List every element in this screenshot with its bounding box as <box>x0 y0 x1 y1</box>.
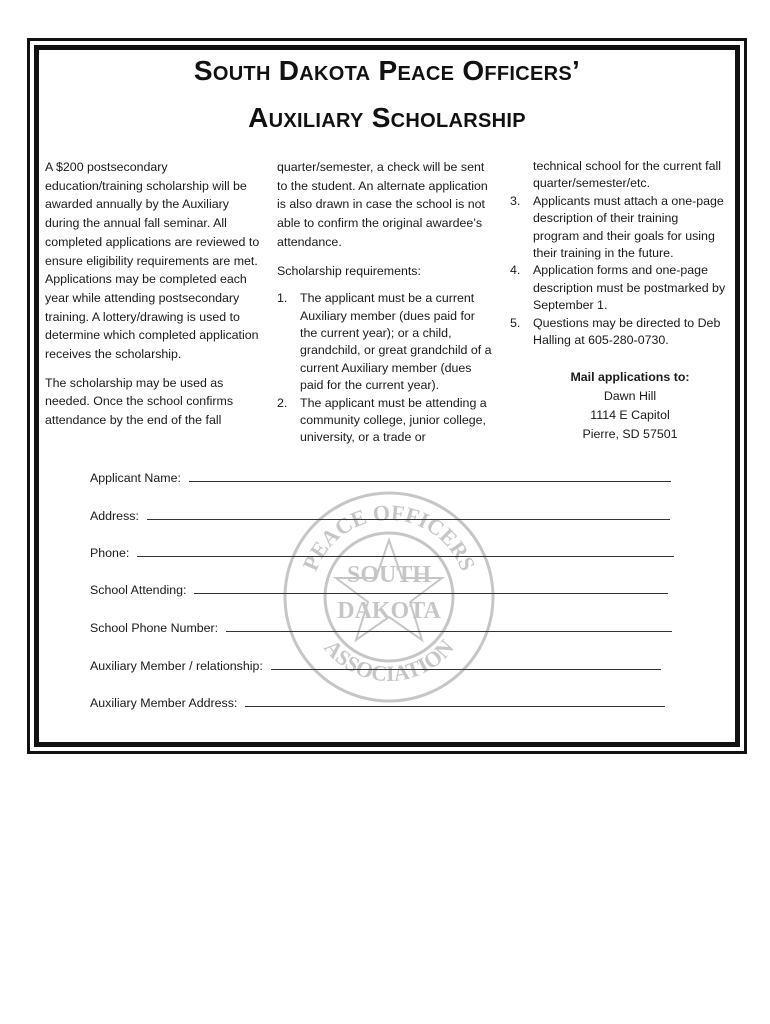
requirements-column-continued <box>505 158 727 349</box>
title-line-1: South Dakota Peace Officers’ <box>193 55 581 86</box>
requirement-item <box>277 290 492 394</box>
school-attending-row <box>90 581 668 598</box>
intro-paragraph-2: The scholarship may be used as needed. Once the school confirms attendance by the end of the fall <box>45 375 234 428</box>
member-relationship-label: Auxiliary Member / relationship: <box>90 659 263 673</box>
requirement-text: Applicants must attach a one-page description of their training program and their goals for using their training in the future. <box>533 193 724 261</box>
mailing-address-block <box>530 368 730 444</box>
applicant-name-row <box>90 469 671 486</box>
intro-paragraph-2-continued: quarter/semester, a check will be sent to the student. An alternate application is also drawn in case the school is not able to confirm the original awardee’s attendance. <box>277 160 488 249</box>
school-phone-row <box>90 619 672 636</box>
school-attending-field[interactable] <box>194 581 668 594</box>
member-address-row <box>90 694 665 711</box>
title-line-2: Auxiliary Scholarship <box>248 102 526 133</box>
mail-city: Pierre, SD 57501 <box>582 427 678 441</box>
applicant-name-label: Applicant Name: <box>90 471 181 485</box>
phone-field[interactable] <box>137 544 674 557</box>
phone-label: Phone: <box>90 546 130 560</box>
mail-heading: Mail applications to: <box>570 370 690 384</box>
requirement-2-continued: technical school for the current fall quarter/semester/etc. <box>533 159 722 191</box>
seal-center-line-2: DAKOTA <box>337 598 441 624</box>
requirement-text: Questions may be directed to Deb Halling at 605-280-0730. <box>533 315 721 348</box>
member-address-field[interactable] <box>245 694 665 707</box>
address-label: Address: <box>90 509 139 523</box>
intro-paragraph-1: A $200 postsecondary education/training scholarship will be awarded annually by the Auxiliary during the annual fall seminar. All completed applications are reviewed to ensure eligibility requirements are met. Applications may be completed each year while attending postsecondary training. A lottery/drawing is used to determine which completed application receives the scholarship. <box>45 160 260 362</box>
requirement-number: 2. <box>277 395 288 410</box>
school-attending-label: School Attending: <box>90 583 187 597</box>
phone-row <box>90 544 674 561</box>
requirement-item <box>505 315 727 350</box>
address-row <box>90 507 670 524</box>
requirement-text: The applicant must be attending a community college, junior college, university, or a trade or <box>300 395 487 445</box>
seal-bottom-text: ASSOCIATION <box>319 634 459 687</box>
requirement-text: The applicant must be a current Auxiliary member (dues paid for the current year); or a child, grandchild, or great grandchild of a current Auxiliary member (dues paid for the current year). <box>300 291 492 393</box>
requirement-number: 3. <box>510 193 521 208</box>
requirement-number: 1. <box>277 291 288 306</box>
requirements-label: Scholarship requirements: <box>277 263 421 278</box>
mail-recipient-name: Dawn Hill <box>603 389 657 403</box>
address-field[interactable] <box>147 507 670 520</box>
requirement-item <box>505 262 727 314</box>
requirements-list-continued <box>505 193 727 350</box>
requirement-text: Application forms and one-page description must be postmarked by September 1. <box>533 263 726 313</box>
requirement-item <box>505 193 727 263</box>
member-address-label: Auxiliary Member Address: <box>90 696 238 710</box>
requirement-number: 5. <box>510 315 521 330</box>
school-phone-field[interactable] <box>226 619 672 632</box>
intro-column <box>45 158 263 430</box>
applicant-name-field[interactable] <box>189 469 671 482</box>
requirement-item <box>277 395 492 447</box>
mail-street: 1114 E Capitol <box>590 408 670 422</box>
school-phone-label: School Phone Number: <box>90 621 219 635</box>
seal-center-line-1: SOUTH <box>346 562 432 588</box>
member-relationship-field[interactable] <box>271 657 661 670</box>
seal-top-text: PEACE OFFICERS <box>297 499 481 575</box>
requirement-number: 4. <box>510 263 521 278</box>
requirements-list <box>277 290 492 447</box>
member-relationship-row <box>90 657 661 674</box>
requirements-column <box>277 158 492 447</box>
